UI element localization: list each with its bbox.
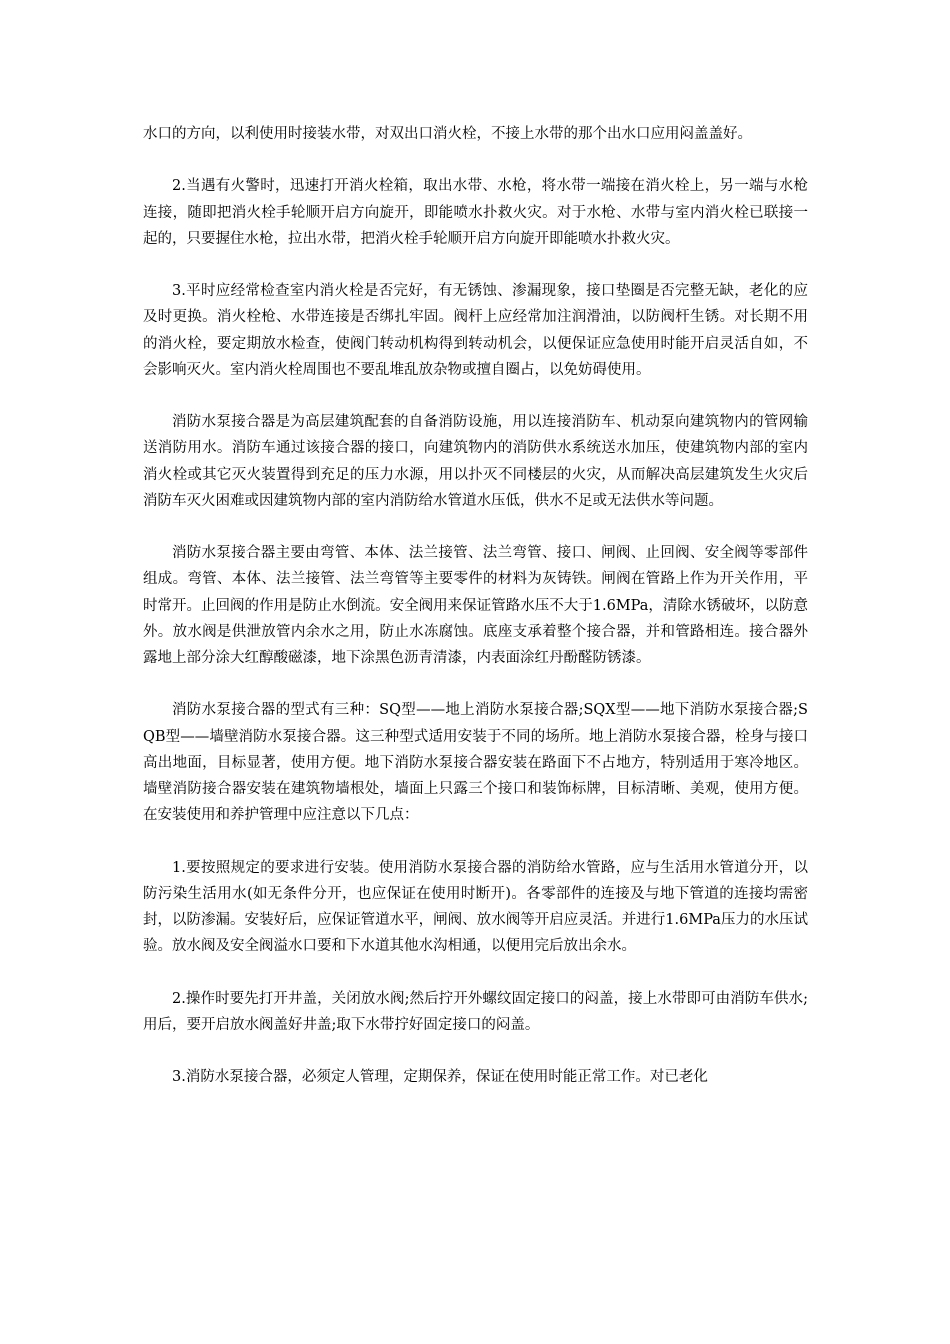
paragraph-7: 1.要按照规定的要求进行安装。使用消防水泵接合器的消防给水管路，应与生活用水管道分开，以防污染生活用水(如无条件分开，也应保证在使用时断开)。各零部件的连接及与地下管道的连接均需密封，以防渗漏。安装好后，应保证管道水平，闸阀、放水阀等开启应灵活。并进行1.6MPa压力的水压试验。放水阀及安全阀溢水口要和下水道其他水沟相通，以便用完后放出余水。	[143, 859, 808, 955]
paragraph-1: 水口的方向，以利使用时接装水带，对双出口消火栓，不接上水带的那个出水口应用闷盖盖好。	[143, 126, 752, 142]
paragraph-2: 2.当遇有火警时，迅速打开消火栓箱，取出水带、水枪，将水带一端接在消火栓上，另一端与水枪连接，随即把消火栓手轮顺开启方向旋开，即能喷水扑救火灾。对于水枪、水带与室内消火栓已联接一起的，只要握住水枪，拉出水带，把消火栓手轮顺开启方向旋开即能喷水扑救火灾。	[143, 178, 808, 247]
paragraph-6: 消防水泵接合器的型式有三种：SQ型——地上消防水泵接合器;SQX型——地下消防水泵接合器;SQB型——墙壁消防水泵接合器。这三种型式适用安装于不同的场所。地上消防水泵接合器，栓身与接口高出地面，目标显著，使用方便。地下消防水泵接合器安装在路面下不占地方，特别适用于寒冷地区。墙壁消防接合器安装在建筑物墙根处，墙面上只露三个接口和装饰标牌，目标清晰、美观，使用方便。在安装使用和养护管理中应注意以下几点：	[143, 702, 808, 824]
paragraph-3: 3.平时应经常检查室内消火栓是否完好，有无锈蚀、渗漏现象，接口垫圈是否完整无缺，老化的应及时更换。消火栓枪、水带连接是否绑扎牢固。阀杆上应经常加注润滑油，以防阀杆生锈。对长期不用的消火栓，要定期放水检查，使阀门转动机构得到转动机会，以便保证应急使用时能开启灵活自如，不会影响灭火。室内消火栓周围也不要乱堆乱放杂物或擅自圈占，以免妨碍使用。	[143, 283, 808, 378]
paragraph-9: 3.消防水泵接合器，必须定人管理，定期保养，保证在使用时能正常工作。对已老化	[172, 1069, 708, 1086]
document-body	[143, 121, 808, 1117]
paragraph-5: 消防水泵接合器主要由弯管、本体、法兰接管、法兰弯管、接口、闸阀、止回阀、安全阀等零部件组成。弯管、本体、法兰接管、法兰弯管等主要零件的材料为灰铸铁。闸阀在管路上作为开关作用，平时常开。止回阀的作用是防止水倒流。安全阀用来保证管路水压不大于1.6MPa，清除水锈破坏，以防意外。放水阀是供泄放管内余水之用，防止水冻腐蚀。底座支承着整个接合器，并和管路相连。接合器外露地上部分涂大红醇酸磁漆，地下涂黑色沥青清漆，内表面涂红丹酚醛防锈漆。	[143, 545, 808, 666]
paragraph-8: 2.操作时要先打开井盖，关闭放水阀;然后拧开外螺纹固定接口的闷盖，接上水带即可由消防车供水;用后，要开启放水阀盖好井盖;取下水带拧好固定接口的闷盖。	[143, 990, 808, 1033]
paragraph-4: 消防水泵接合器是为高层建筑配套的自备消防设施，用以连接消防车、机动泵向建筑物内的管网输送消防用水。消防车通过该接合器的接口，向建筑物内的消防供水系统送水加压，使建筑物内部的室内消火栓或其它灭火装置得到充足的压力水源，用以扑灭不同楼层的火灾，从而解决高层建筑发生火灾后消防车灭火困难或因建筑物内部的室内消防给水管道水压低，供水不足或无法供水等问题。	[143, 414, 808, 509]
